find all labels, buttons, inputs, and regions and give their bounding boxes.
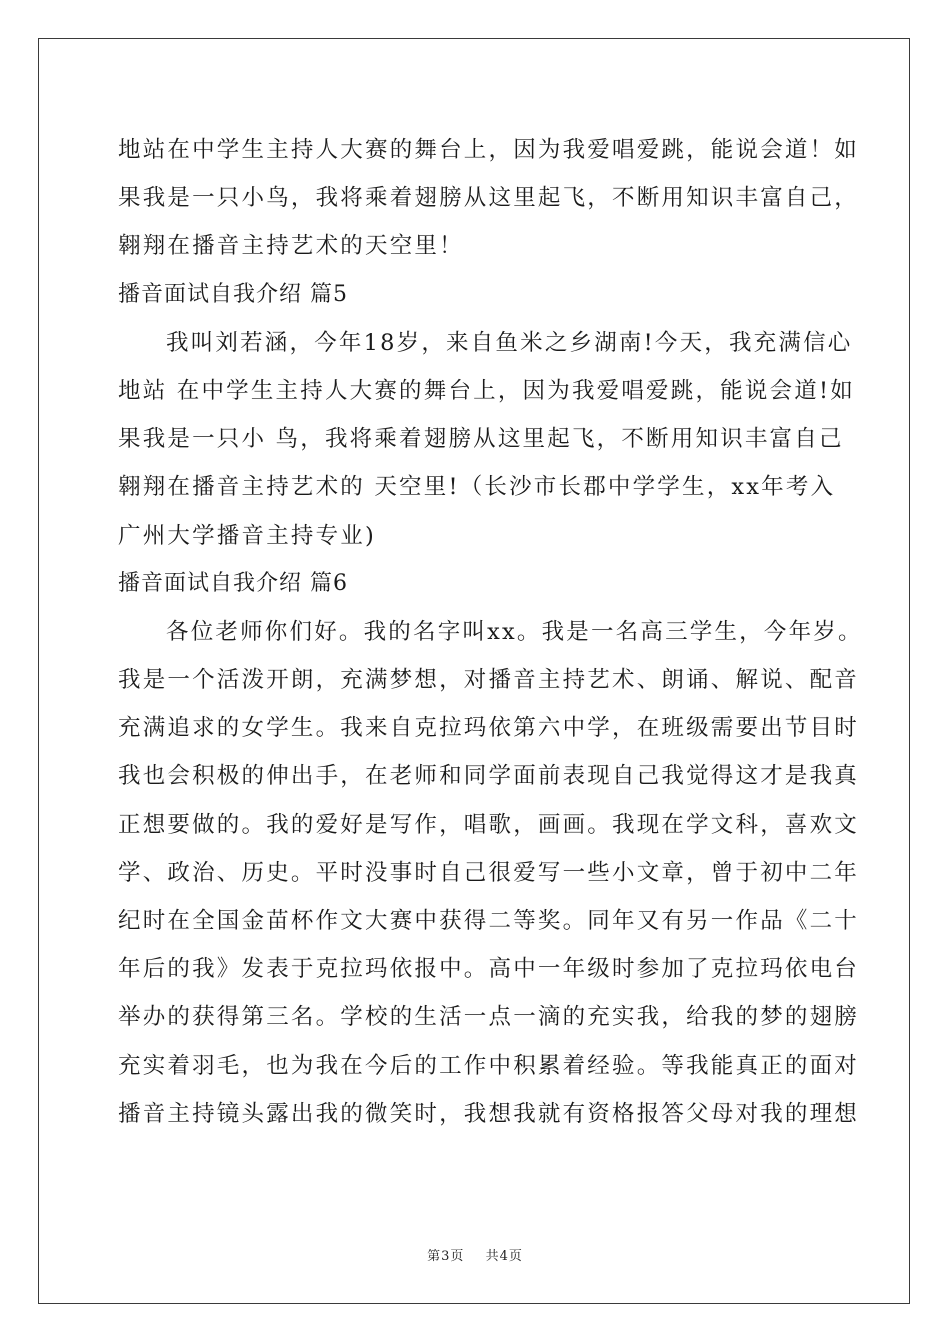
paragraph-line: 年后的我》发表于克拉玛依报中。高中一年级时参加了克拉玛依电台 [118, 956, 860, 983]
paragraph-line: 翱翔在播音主持艺术的天空里！ [118, 233, 464, 260]
page-number-total: 共4页 [485, 1249, 523, 1264]
paragraph-line: 翱翔在播音主持艺术的 天空里!（长沙市长郡中学学生，xx年考入 [118, 474, 836, 501]
paragraph-line: 广州大学播音主持专业) [118, 522, 376, 549]
section-heading: 播音面试自我介绍 篇6 [118, 570, 348, 596]
section-heading: 播音面试自我介绍 篇5 [118, 281, 348, 307]
paragraph-line: 果我是一只小 鸟，我将乘着翅膀从这里起飞，不断用知识丰富自己 [118, 426, 844, 453]
page-number-current: 第3页 [427, 1249, 465, 1264]
paragraph-line: 充满追求的女学生。我来自克拉玛依第六中学，在班级需要出节目时 [118, 715, 860, 742]
paragraph-line: 纪时在全国金苗杯作文大赛中获得二等奖。同年又有另一作品《二十 [118, 908, 860, 934]
paragraph-line: 充实着羽毛，也为我在今后的工作中积累着经验。等我能真正的面对 [118, 1052, 860, 1079]
paragraph-line: 我也会积极的伸出手，在老师和同学面前表现自己我觉得这才是我真 [118, 763, 860, 790]
paragraph-line: 我是一个活泼开朗，充满梦想，对播音主持艺术、朗诵、解说、配音 [118, 667, 860, 694]
paragraph-line: 正想要做的。我的爱好是写作，唱歌，画画。我现在学文科，喜欢文 [118, 811, 860, 838]
page-footer [0, 1245, 950, 1264]
paragraph-line: 地站在中学生主持人大赛的舞台上，因为我爱唱爱跳，能说会道！如 [118, 137, 860, 163]
document-body [118, 126, 863, 1138]
paragraph-line: 地站 在中学生主持人大赛的舞台上，因为我爱唱爱跳，能说会道!如 [118, 377, 855, 404]
paragraph-line: 播音主持镜头露出我的微笑时，我想我就有资格报答父母对我的理想 [118, 1100, 860, 1127]
paragraph-line: 果我是一只小鸟，我将乘着翅膀从这里起飞，不断用知识丰富自己， [118, 185, 860, 212]
paragraph-line: 举办的获得第三名。学校的生活一点一滴的充实我，给我的梦的翅膀 [118, 1004, 860, 1031]
paragraph-line: 学、政治、历史。平时没事时自己很爱写一些小文章，曾于初中二年 [118, 859, 860, 886]
paragraph-first-line: 各位老师你们好。我的名字叫xx。我是一名高三学生，今年岁。 [166, 618, 863, 645]
paragraph-first-line: 我叫刘若涵，今年18岁，来自鱼米之乡湖南!今天，我充满信心 [166, 329, 853, 356]
